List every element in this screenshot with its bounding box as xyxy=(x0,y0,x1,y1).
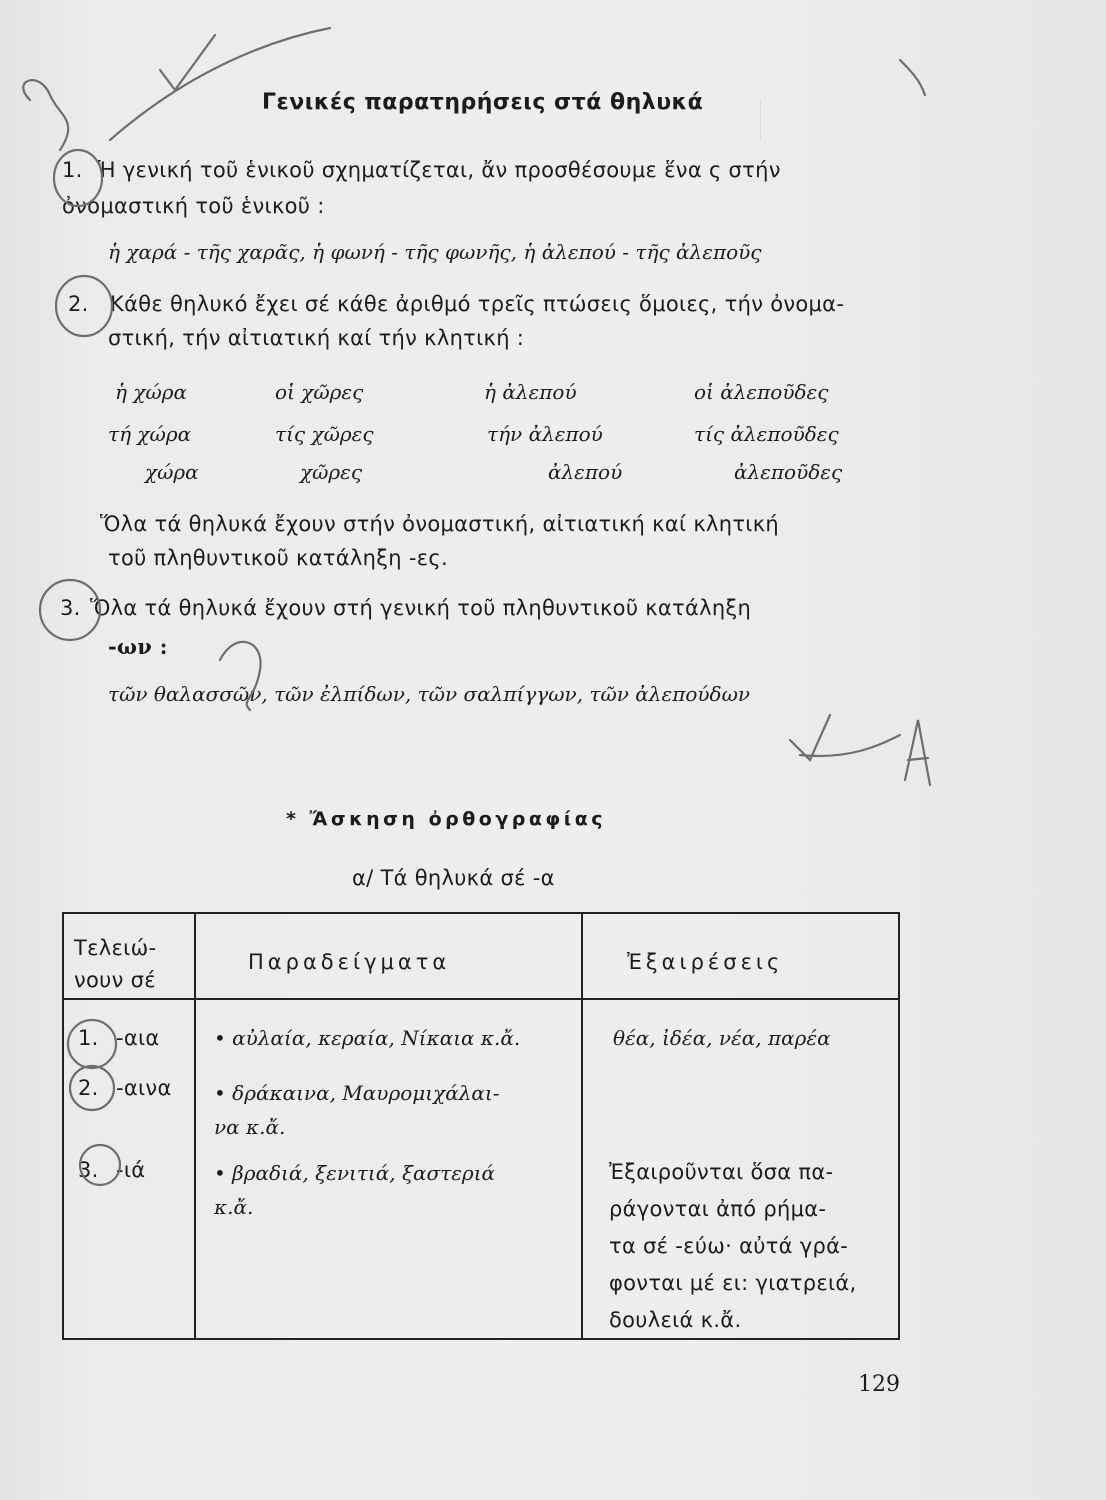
row1-ending: -αια xyxy=(116,1026,160,1050)
rule2-note-line1: Ὅλα τά θηλυκά ἔχουν στήν ὀνομαστική, αἰτιατική καί κλητική xyxy=(100,512,779,536)
rule2-number: 2. xyxy=(68,292,89,316)
rule2-note-line2: τοῦ πληθυντικοῦ κατάληξη -ες. xyxy=(108,546,448,570)
pencil-check-mark xyxy=(160,35,215,90)
header-examples xyxy=(195,913,582,999)
grid-r3c2: χῶρες xyxy=(300,460,363,484)
row2-num: 2. xyxy=(78,1076,99,1100)
header-exceptions xyxy=(582,913,899,999)
rule1-line2: ὀνομαστική τοῦ ἑνικοῦ : xyxy=(62,194,325,218)
row1-examples: • αὐλαία, κεραία, Νίκαια κ.ἄ. xyxy=(214,1026,521,1050)
header-endings xyxy=(63,913,195,999)
grid-r1c2: οἱ χῶρες xyxy=(275,380,364,404)
grid-r2c4: τίς ἀλεποῦδες xyxy=(694,422,839,446)
grid-r3c1: χώρα xyxy=(145,460,199,484)
pencil-corner-mark xyxy=(900,60,925,95)
rule3-line1: Ὅλα τά θηλυκά ἔχουν στή γενική τοῦ πληθυντικοῦ κατάληξη xyxy=(90,596,752,620)
page-number: 129 xyxy=(858,1372,900,1397)
rule3-example: τῶν θαλασσῶν, τῶν ἐλπίδων, τῶν σαλπίγγων, τῶν ἀλεπούδων xyxy=(108,682,751,706)
rule3-line2: -ων : xyxy=(108,634,168,659)
header-exceptions-text: Ἐξαιρέσεις xyxy=(627,950,784,974)
row3-examples: • βραδιά, ξενιτιά, ξαστεριά κ.ἄ. xyxy=(214,1161,496,1219)
header-endings-text: Τελειώ- νουν σέ xyxy=(74,936,157,992)
pencil-letter-a xyxy=(905,720,930,785)
grid-r3c4: ἀλεποῦδες xyxy=(734,460,843,484)
exercise-heading: * Ἄσκηση ὀρθογραφίας xyxy=(286,808,607,830)
row1-num: 1. xyxy=(78,1026,99,1050)
row1-exceptions: θέα, ἰδέα, νέα, παρέα xyxy=(613,1026,831,1050)
grid-r2c1: τή χώρα xyxy=(108,422,192,446)
header-examples-text: Παραδείγματα xyxy=(248,950,451,974)
row2-examples: • δράκαινα, Μαυρομιχάλαι- να κ.ἄ. xyxy=(214,1081,500,1139)
pencil-check-2 xyxy=(790,715,900,760)
table-header-row xyxy=(63,913,899,999)
endings-cell xyxy=(63,999,195,1339)
table-body-row xyxy=(63,999,899,1339)
rule2-line1: Κάθε θηλυκό ἔχει σέ κάθε ἀριθμό τρεῖς πτώσεις ὅμοιες, τήν ὀνομα- xyxy=(110,292,845,316)
row3-ending: -ιά xyxy=(116,1158,146,1182)
grid-r2c2: τίς χῶρες xyxy=(275,422,374,446)
exceptions-cell xyxy=(582,999,899,1339)
grid-r2c3: τήν ἀλεπού xyxy=(487,422,603,446)
grid-r1c4: οἱ ἀλεποῦδες xyxy=(694,380,829,404)
exercise-subheading: α/ Τά θηλυκά σέ -α xyxy=(352,866,555,890)
row2-ending: -αινα xyxy=(116,1076,172,1100)
row3-num: 3. xyxy=(78,1158,99,1182)
grid-r1c3: ἡ ἀλεπού xyxy=(484,380,577,404)
rule1-line1: Ἡ γενική τοῦ ἑνικοῦ σχηματίζεται, ἄν προσθέσουμε ἕνα ς στήν xyxy=(98,158,781,182)
rule3-number: 3. xyxy=(60,596,81,620)
pencil-long-stroke xyxy=(110,28,330,140)
bleed-through xyxy=(760,100,901,140)
grid-r1c1: ἡ χώρα xyxy=(115,380,188,404)
rules-table xyxy=(62,912,900,1340)
rule1-number: 1. xyxy=(62,158,83,182)
pencil-scribble-mark xyxy=(23,80,68,150)
row3-exceptions: Ἐξαιροῦνται ὅσα πα- ράγονται ἀπό ρήμα- τα σέ -εύω· αὐτά γρά- φονται μέ ει: γιατρειά, δουλειά κ.ἄ. xyxy=(609,1160,857,1332)
examples-cell xyxy=(195,999,582,1339)
rule1-example: ἡ χαρά - τῆς χαρᾶς, ἡ φωνή - τῆς φωνῆς, ἡ ἀλεπού - τῆς ἀλεποῦς xyxy=(108,240,762,264)
section-title: Γενικές παρατηρήσεις στά θηλυκά xyxy=(262,90,704,115)
grid-r3c3: ἀλεπού xyxy=(548,460,623,484)
rule2-line2: στική, τήν αἰτιατική καί τήν κλητική : xyxy=(108,326,525,350)
